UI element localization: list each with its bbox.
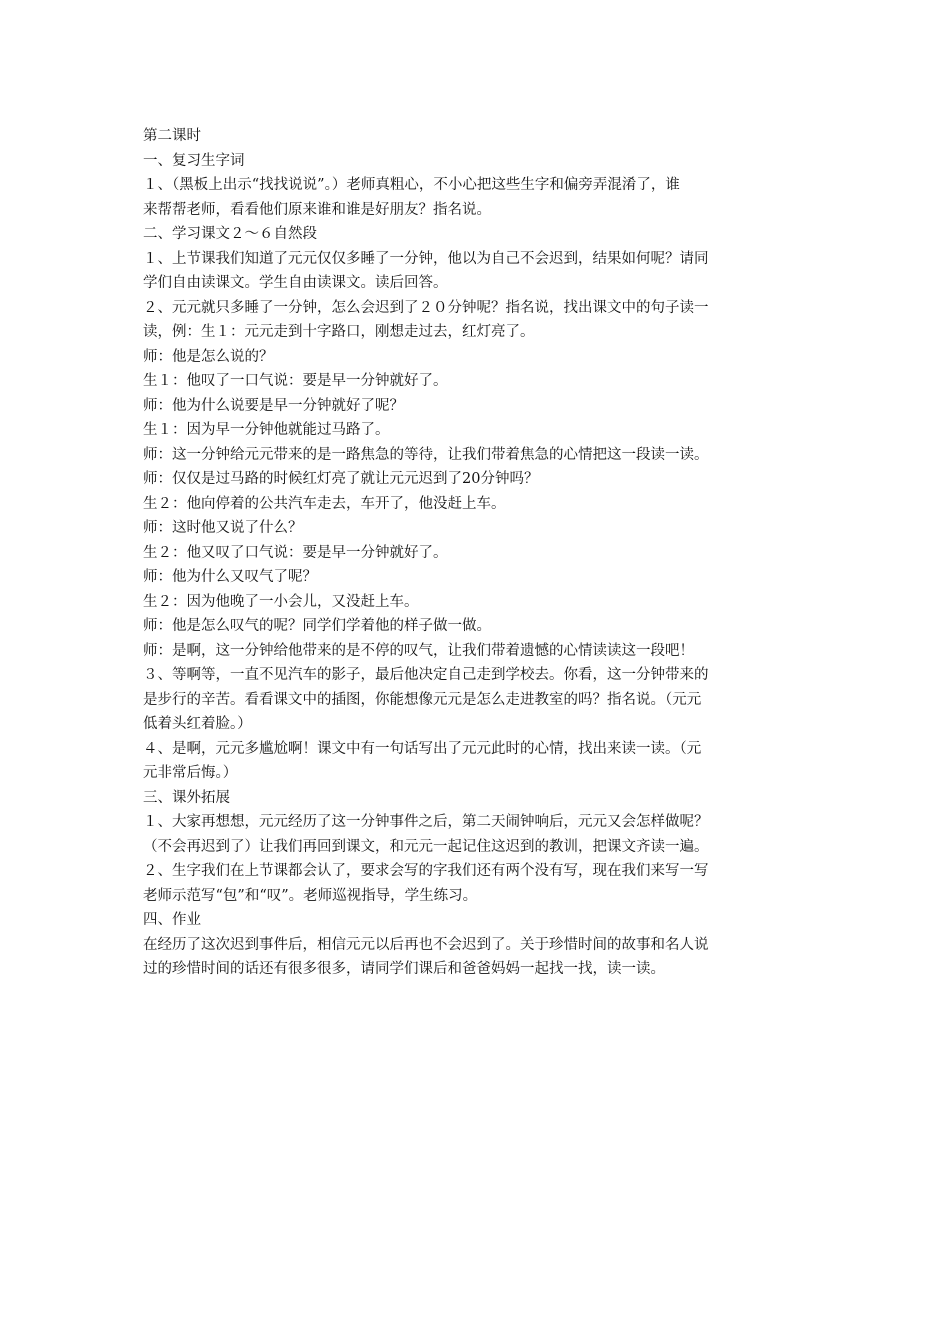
dialogue-line: 师：仅仅是过马路的时候红灯亮了就让元元迟到了20分钟吗？: [143, 471, 539, 487]
dialogue-line: 生２：他又叹了口气说：要是早一分钟就好了。: [143, 544, 448, 561]
dialogue-line: 师：他为什么说要是早一分钟就好了呢？: [143, 397, 404, 414]
text-line: 元非常后悔。）: [143, 765, 238, 781]
text-line: １、上节课我们知道了元元仅仅多睡了一分钟，他以为自己不会迟到，结果如何呢？请同: [143, 250, 709, 267]
dialogue-line: 师：他是怎么叹气的呢？同学们学着他的样子做一做。: [143, 618, 491, 634]
section-heading-review: 一、复习生字词: [143, 152, 245, 169]
text-line: 是步行的辛苦。看看课文中的插图，你能想像元元是怎么走进教室的吗？指名说。（元元: [143, 691, 702, 708]
text-line: 老师示范写“包”和“叹”。老师巡视指导，学生练习。: [143, 887, 478, 904]
text-line: 在经历了这次迟到事件后，相信元元以后再也不会迟到了。关于珍惜时间的故事和名人说: [143, 936, 709, 953]
section-heading-extension: 三、课外拓展: [143, 789, 230, 806]
text-line: 读，例：生１：元元走到十字路口，刚想走过去，红灯亮了。: [143, 324, 535, 340]
dialogue-line: 师：他是怎么说的？: [143, 348, 274, 365]
dialogue-line: 师：是啊，这一分钟给他带来的是不停的叹气，让我们带着遗憾的心情读读这一段吧！: [143, 642, 694, 659]
text-line: 学们自由读课文。学生自由读课文。读后回答。: [143, 275, 448, 291]
dialogue-line: 生１：因为早一分钟他就能过马路了。: [143, 422, 390, 438]
dialogue-line: 生２：因为他晚了一小会儿，又没赶上车。: [143, 593, 419, 610]
text-line: 低着头红着脸。）: [143, 716, 252, 732]
dialogue-line: 生２：他向停着的公共汽车走去，车开了，他没赶上车。: [143, 495, 506, 512]
document-page: [143, 124, 813, 982]
text-line: ２、元元就只多睡了一分钟，怎么会迟到了２０分钟呢？指名说，找出课文中的句子读一: [143, 299, 709, 316]
text-line: （不会再迟到了）让我们再回到课文，和元元一起记住这迟到的教训，把课文齐读一遍。: [143, 838, 709, 855]
dialogue-line: 师：他为什么又叹气了呢？: [143, 569, 317, 585]
section-heading-homework: 四、作业: [143, 912, 201, 928]
text-line: １、（黑板上出示“找找说说”。）老师真粗心，不小心把这些生字和偏旁弄混淆了，谁: [143, 177, 680, 193]
section-heading-study: 二、学习课文２～６自然段: [143, 226, 317, 242]
dialogue-line: 师：这一分钟给元元带来的是一路焦急的等待，让我们带着焦急的心情把这一段读一读。: [143, 446, 709, 463]
text-line: ３、等啊等，一直不见汽车的影子，最后他决定自己走到学校去。你看，这一分钟带来的: [143, 667, 709, 683]
text-line: ４、是啊，元元多尴尬啊！课文中有一句话写出了元元此时的心情，找出来读一读。（元: [143, 740, 702, 757]
text-line: 来帮帮老师，看看他们原来谁和谁是好朋友？指名说。: [143, 201, 491, 218]
text-line: １、大家再想想，元元经历了这一分钟事件之后，第二天闹钟响后，元元又会怎样做呢？: [143, 814, 709, 830]
lesson-title: 第二课时: [143, 128, 201, 144]
dialogue-line: 师：这时他又说了什么？: [143, 520, 303, 536]
text-line: ２、生字我们在上节课都会认了，要求会写的字我们还有两个没有写，现在我们来写一写: [143, 863, 709, 879]
dialogue-line: 生１：他叹了一口气说：要是早一分钟就好了。: [143, 373, 448, 389]
text-line: 过的珍惜时间的话还有很多很多，请同学们课后和爸爸妈妈一起找一找，读一读。: [143, 961, 665, 977]
